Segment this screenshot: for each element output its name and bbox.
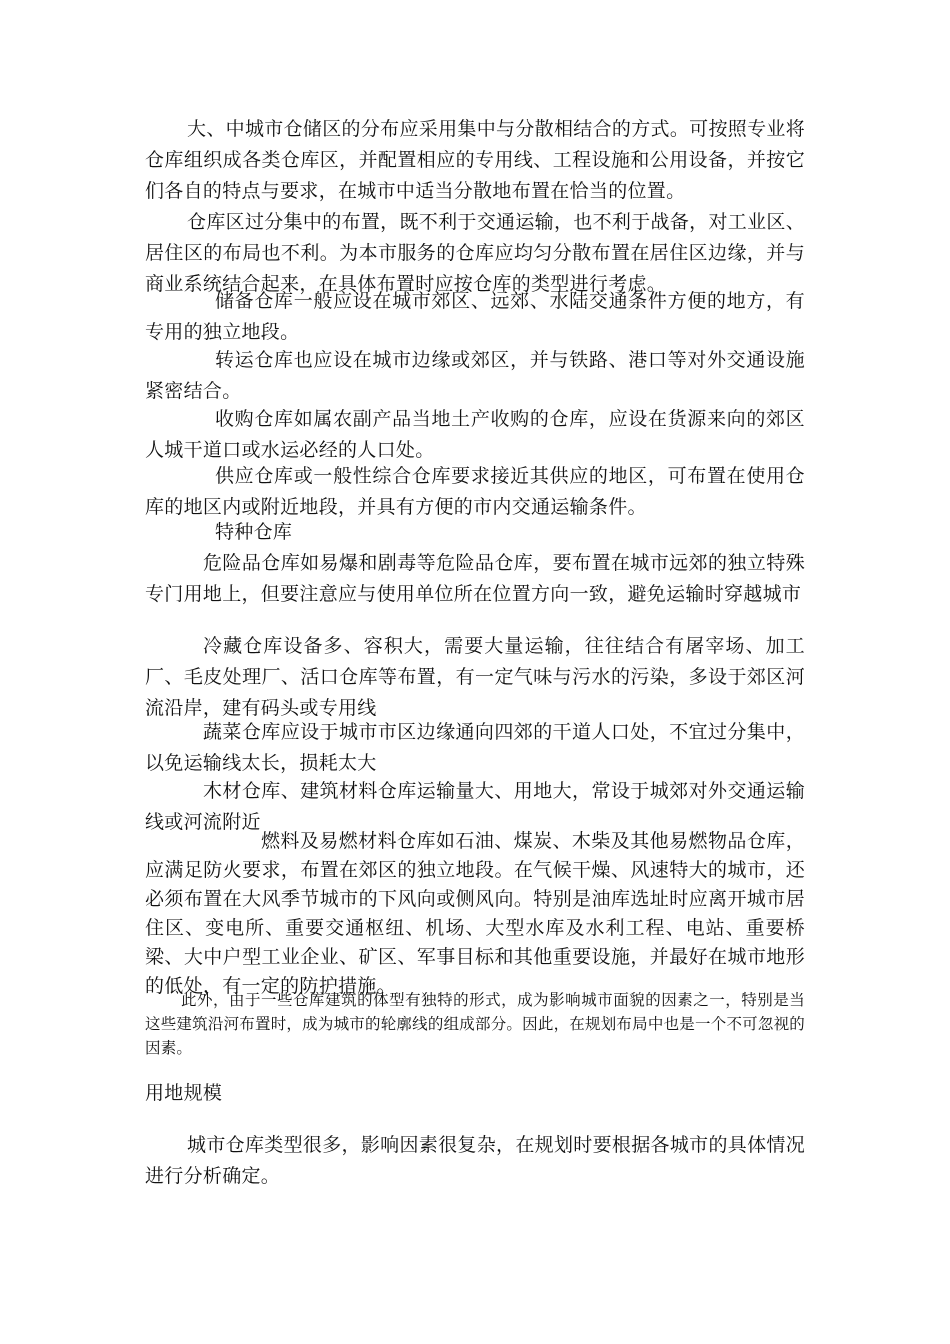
paragraph-transfer-warehouse: 转运仓库也应设在城市边缘或郊区，并与铁路、港口等对外交通设施紧密结合。 — [145, 349, 805, 402]
paragraph-fuel-warehouse: 燃料及易燃材料仓库如石油、煤炭、木柴及其他易燃物品仓库，应满足防火要求，布置在郊区的独立地段。在气候干燥、风速特大的城市，还必须布置在大风季节城市的下风向或侧风向。特别是油库选址时应离开城市居住区、变电所、重要交通枢纽、机场、大型水库及水利工程、电站、重要桥梁、大中户型工业企业、矿区、军事目标和其他重要设施，并最好在城市地形的低处，有一定的防护措施。 — [145, 830, 805, 997]
section-heading-land-scale: 用地规模 — [145, 1082, 223, 1104]
paragraph-concentration: 仓库区过分集中的布置，既不利于交通运输，也不利于战备，对工业区、居住区的布局也不利。为本市服务的仓库应均匀分散布置在居住区边缘，并与商业系统结合起来，在具体布置时应按仓库的类型进行考虑。 — [145, 211, 805, 295]
paragraph-reserve-warehouse: 储备仓库一般应设在城市郊区、远郊、水陆交通条件方便的地方，有专用的独立地段。 — [145, 290, 805, 343]
paragraph-hazardous-warehouse: 危险品仓库如易爆和剧毒等危险品仓库，要布置在城市远郊的独立特殊专门用地上，但要注意应与使用单位所在位置方向一致，避免运输时穿越城市 — [145, 552, 805, 605]
paragraph-vegetable-warehouse: 蔬菜仓库应设于城市市区边缘通向四郊的干道人口处，不宜过分集中，以免运输线太长，损耗太大 — [145, 721, 805, 774]
paragraph-supply-warehouse: 供应仓库或一般性综合仓库要求接近其供应的地区，可布置在使用仓库的地区内或附近地段，并具有方便的市内交通运输条件。 — [145, 465, 805, 518]
paragraph-cold-storage: 冷藏仓库设备多、容积大，需要大量运输，往往结合有屠宰场、加工厂、毛皮处理厂、活口仓库等布置，有一定气味与污水的污染，多设于郊区河流沿岸，建有码头或专用线 — [145, 635, 805, 719]
paragraph-special-warehouse-heading: 特种仓库 — [215, 521, 293, 543]
paragraph-architecture-note: 此外，由于一些仓库建筑的体型有独特的形式，成为影响城市面貌的因素之一，特别是当这些建筑沿河布置时，成为城市的轮廓线的组成部分。因此，在规划布局中也是一个不可忽视的因素。 — [145, 991, 805, 1057]
paragraph-timber-warehouse: 木材仓库、建筑材料仓库运输量大、用地大，常设于城郊对外交通运输线或河流附近 — [145, 780, 805, 833]
paragraph-land-scale: 城市仓库类型很多，影响因素很复杂，在规划时要根据各城市的具体情况进行分析确定。 — [145, 1134, 805, 1187]
paragraph-purchase-warehouse: 收购仓库如属农副产品当地土产收购的仓库，应设在货源来向的郊区人城干道口或水运必经的人口处。 — [145, 408, 805, 461]
paragraph-distribution: 大、中城市仓储区的分布应采用集中与分散相结合的方式。可按照专业将仓库组织成各类仓库区，并配置相应的专用线、工程设施和公用设备，并按它们各自的特点与要求，在城市中适当分散地布置在恰当的位置。 — [145, 118, 805, 202]
